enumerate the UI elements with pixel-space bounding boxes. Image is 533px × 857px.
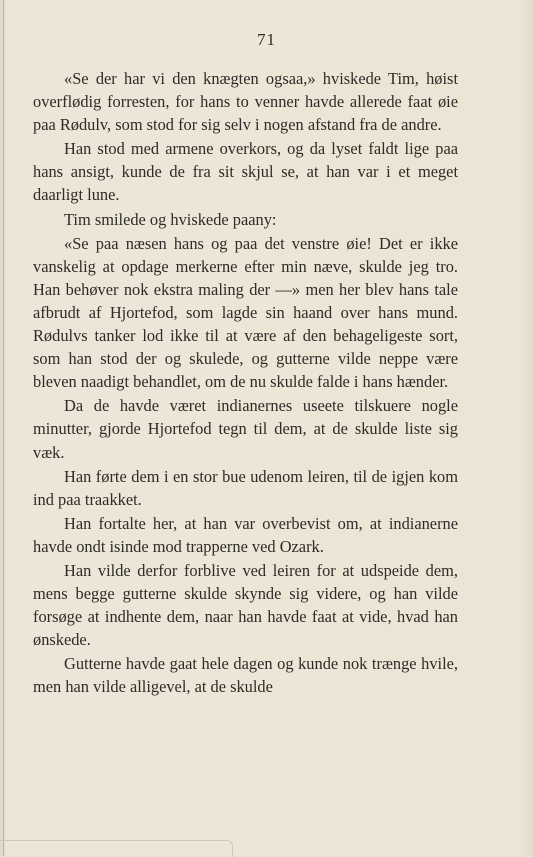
paragraph-7: Han fortalte her, at han var overbevist om, at indianerne havde ondt isinde mod trapperne ved Ozark. [33,513,458,556]
paragraph-9: Gutterne havde gaat hele dagen og kunde nok trænge hvile, men han vilde alligevel, at de skulde [33,654,458,697]
page-number: 71 [257,30,276,49]
paragraph-5: Da de havde været indianernes useete tilskuere nogle minutter, gjorde Hjortefod tegn til dem, at de skulde liste sig væk. [33,396,458,462]
paragraph-6: Han førte dem i en stor bue udenom leiren, til de igjen kom ind paa traakket. [33,466,458,509]
body-text [33,67,458,699]
paragraph-3: Tim smilede og hviskede paany: [64,209,277,229]
paragraph-1: «Se der har vi den knægten ogsaa,» hviskede Tim, høist overflødig forresten, for hans to venner havde allerede faat øie paa Rødulv, som stod for sig selv i nogen afstand fra de andre. [33,69,458,135]
paragraph-8: Han vilde derfor forblive ved leiren for at udspeide dem, mens begge gutterne skulde skynde sig videre, og han vilde forsøge at indhente dem, naar han havde faat at vide, hvad han ønskede. [33,560,458,650]
page-gutter-edge [3,0,4,856]
scan-edge-mark [0,840,233,857]
paragraph-2: Han stod med armene overkors, og da lyset faldt lige paa hans ansigt, kunde de fra sit skjul se, at han var i et meget daarligt lune. [33,139,458,205]
paragraph-4: «Se paa næsen hans og paa det venstre øie! Det er ikke vanskelig at opdage merkerne efter min næve, skulde jeg tro. Han behøver nok ekstra maling der —» men her blev hans tale afbrudt af Hjortefod, som lagde sin haand over hans mund. Rødulvs tanker lod ikke til at være af den behageligeste sort, som han stod der og skulede, og gutterne vilde neppe være bleven naadigt behandlet, om de nu skulde falde i hans hænder. [33,233,458,392]
